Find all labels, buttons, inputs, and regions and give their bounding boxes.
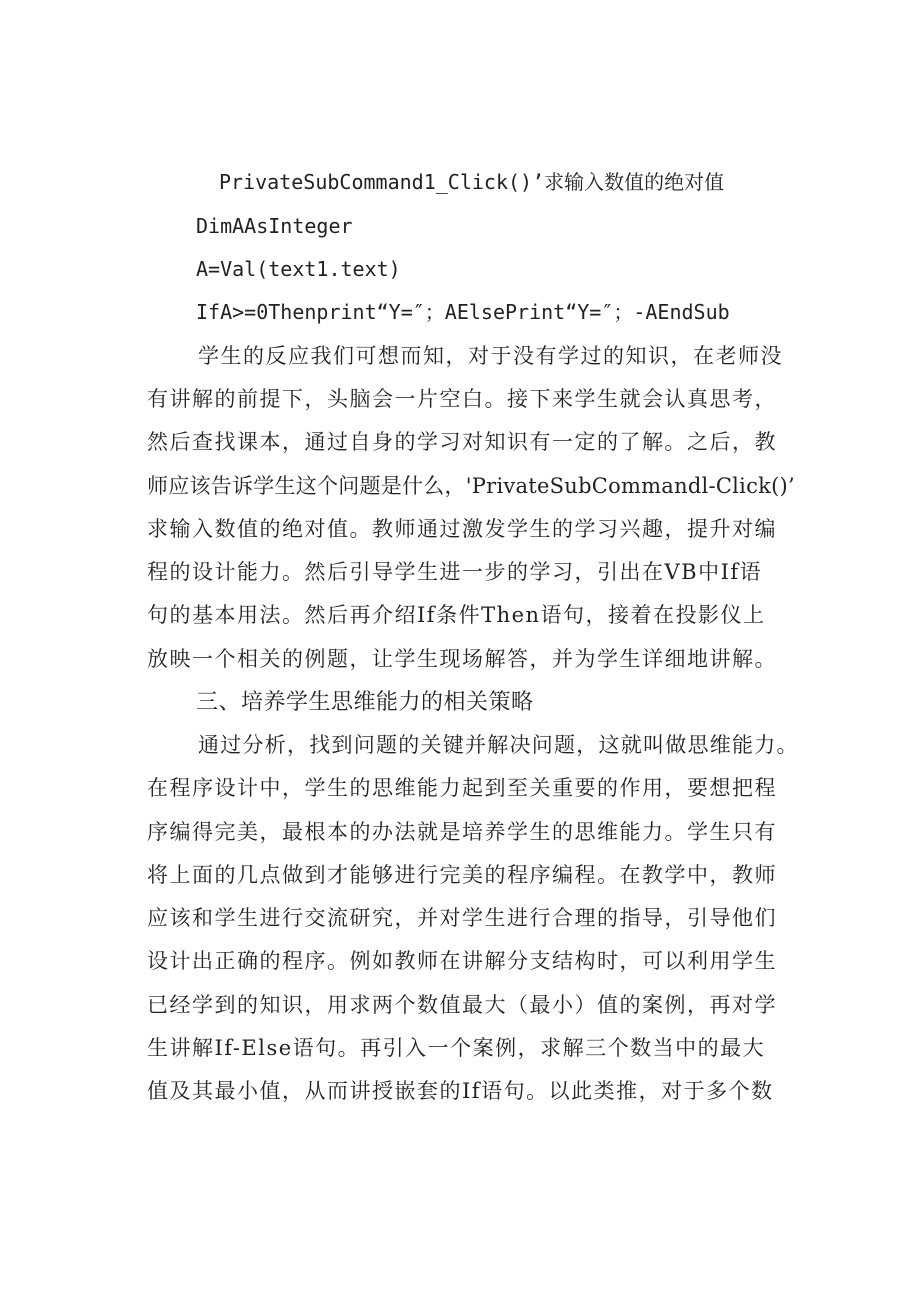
paragraph-line: 放映一个相关的例题，让学生现场解答，并为学生详细地讲解。: [147, 647, 777, 671]
paragraph-line: 求输入数值的绝对值。教师通过激发学生的学习兴趣，提升对编: [147, 517, 777, 541]
code-line-3: A=Val(text1.text): [196, 257, 401, 281]
paragraph-line: 已经学到的知识，用求两个数值最大（最小）值的案例，再对学: [147, 993, 777, 1017]
paragraph-line: 序编得完美，最根本的办法就是培养学生的思维能力。学生只有: [147, 820, 777, 844]
paragraph-line: 有讲解的前提下，头脑会一片空白。接下来学生就会认真思考，: [147, 387, 777, 411]
paragraph-line: 在程序设计中，学生的思维能力起到至关重要的作用，要想把程: [147, 776, 777, 800]
paragraph-line: 通过分析，找到问题的关键并解决问题，这就叫做思维能力。: [198, 733, 799, 757]
code-line-4: IfA>=0Thenprint“Y=″；AElsePrint“Y=″；-AEndSub: [196, 300, 730, 324]
paragraph-line: 值及其最小值，从而讲授嵌套的If语句。以此类推，对于多个数: [147, 1079, 774, 1103]
code-line-1: PrivateSubCommand1_Click()’求输入数值的绝对值: [219, 170, 725, 194]
paragraph-line: 应该和学生进行交流研究，并对学生进行合理的指导，引导他们: [147, 906, 777, 930]
paragraph-line: 句的基本用法。然后再介绍If条件Then语句，接着在投影仪上: [147, 603, 766, 627]
paragraph-line: 设计出正确的程序。例如教师在讲解分支结构时，可以利用学生: [147, 949, 777, 973]
section-heading: 三、培养学生思维能力的相关策略: [196, 690, 534, 715]
paragraph-line: 师应该告诉学生这个问题是什么，'PrivateSubCommandl-Click()’: [147, 474, 795, 498]
paragraph-line: 程的设计能力。然后引导学生进一步的学习，引出在VB中If语: [147, 560, 763, 584]
paragraph-line: 生讲解If-Else语句。再引入一个案例，求解三个数当中的最大: [147, 1036, 766, 1060]
paragraph-line: 然后查找课本，通过自身的学习对知识有一定的了解。之后，教: [147, 430, 777, 454]
paragraph-line: 学生的反应我们可想而知，对于没有学过的知识，在老师没: [198, 344, 783, 368]
paragraph-line: 将上面的几点做到才能够进行完美的程序编程。在教学中，教师: [147, 863, 777, 887]
code-line-2: DimAAsInteger: [196, 214, 353, 238]
